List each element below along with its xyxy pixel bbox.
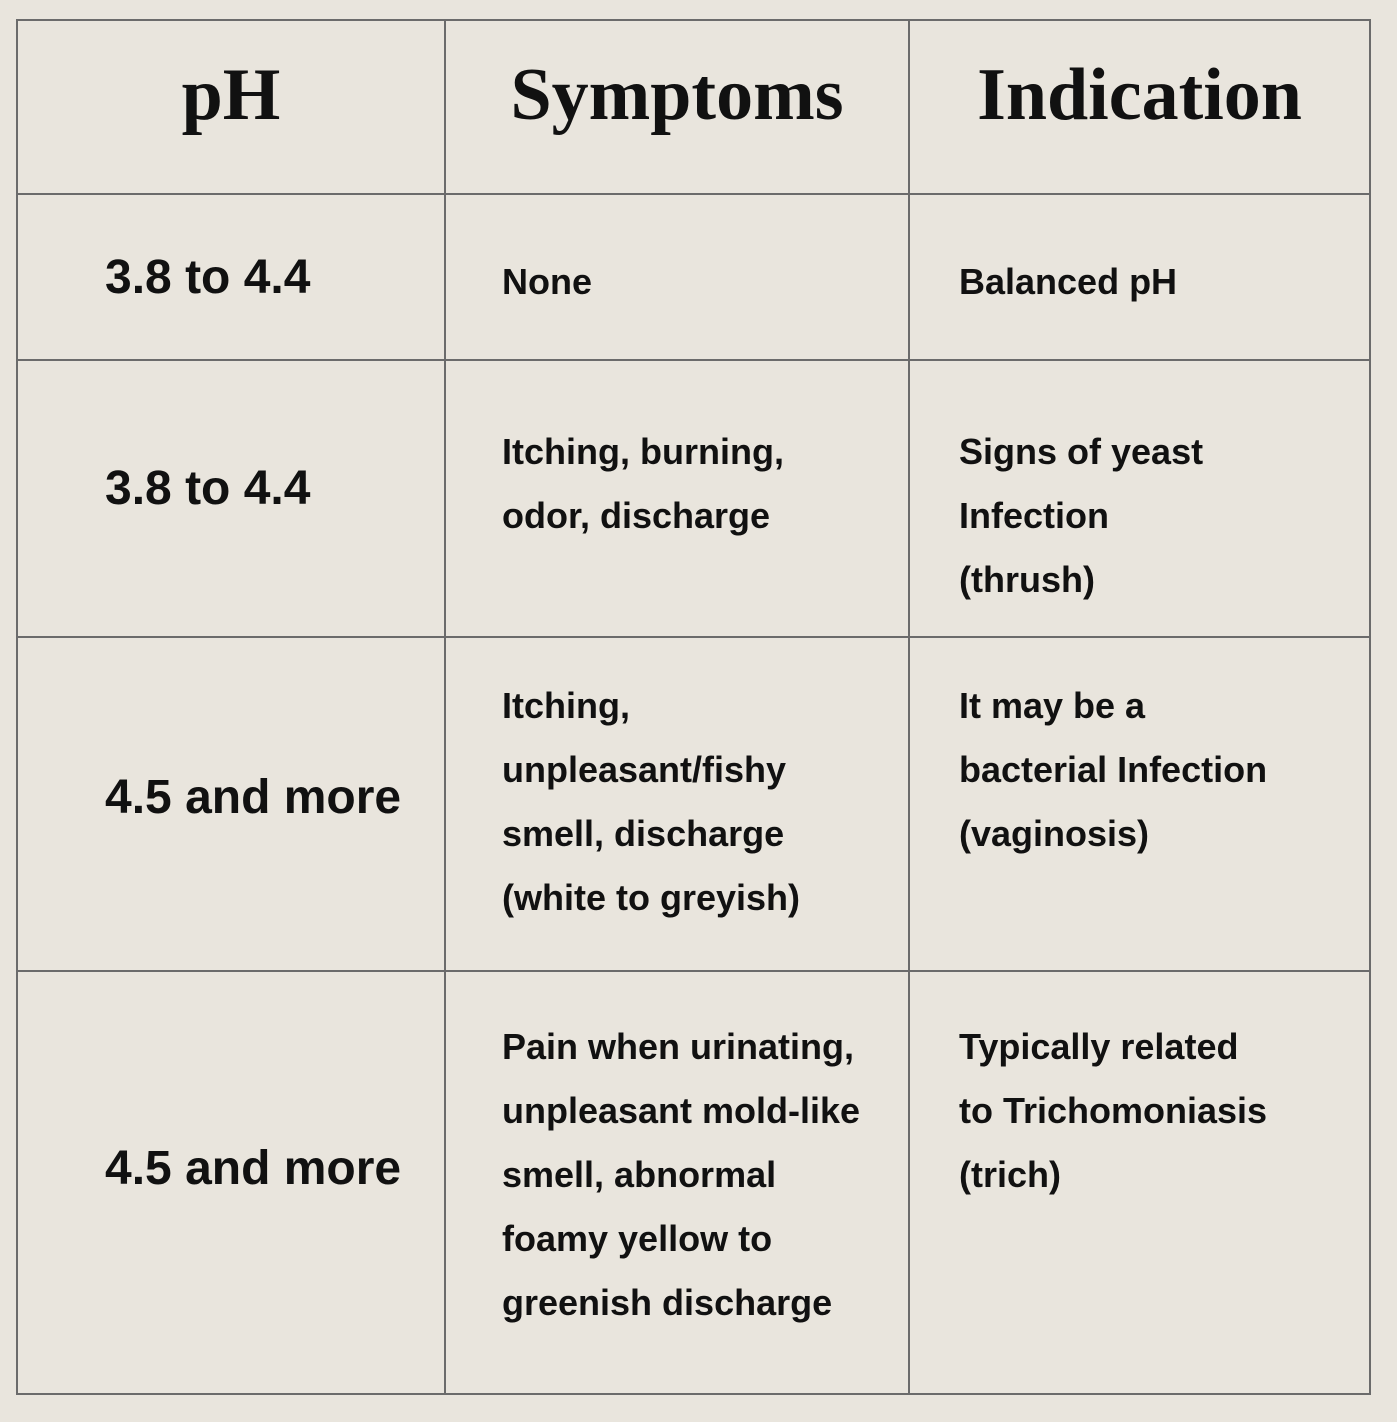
symptoms-line: None bbox=[502, 261, 592, 302]
indication-cell bbox=[909, 971, 1370, 1394]
indication-line: (trich) bbox=[959, 1154, 1061, 1195]
indication-line: (thrush) bbox=[959, 559, 1095, 600]
table-row bbox=[17, 971, 1370, 1394]
symptoms-line: greenish discharge bbox=[502, 1282, 833, 1323]
table-row bbox=[17, 637, 1370, 971]
indication-line: Typically related bbox=[959, 1026, 1239, 1067]
indication-line: to Trichomoniasis bbox=[959, 1090, 1268, 1131]
indication-line: It may be a bbox=[959, 685, 1146, 726]
symptoms-line: unpleasant/fishy bbox=[502, 749, 787, 790]
symptoms-line: Itching, burning, bbox=[502, 431, 784, 472]
header-ph-label: pH bbox=[181, 54, 281, 136]
symptoms-cell bbox=[445, 971, 909, 1394]
indication-cell bbox=[909, 194, 1370, 360]
indication-line: Balanced pH bbox=[959, 261, 1178, 302]
ph-value: 3.8 to 4.4 bbox=[17, 194, 445, 360]
ph-value: 4.5 and more bbox=[17, 971, 445, 1394]
symptoms-cell bbox=[445, 637, 909, 971]
header-symptoms-label: Symptoms bbox=[510, 54, 844, 136]
ph-value: 3.8 to 4.4 bbox=[17, 360, 445, 637]
symptoms-line: unpleasant mold-like bbox=[502, 1090, 861, 1131]
ph-symptoms-table bbox=[16, 19, 1371, 1395]
symptoms-line: Pain when urinating, bbox=[502, 1026, 855, 1067]
indication-line: Infection bbox=[959, 495, 1109, 536]
symptoms-cell bbox=[445, 360, 909, 637]
indication-line: Signs of yeast bbox=[959, 431, 1204, 472]
indication-cell bbox=[909, 637, 1370, 971]
table-header-row bbox=[17, 20, 1370, 194]
symptoms-line: Itching, bbox=[502, 685, 630, 726]
symptoms-line: smell, abnormal bbox=[502, 1154, 777, 1195]
indication-cell bbox=[909, 360, 1370, 637]
symptoms-line: (white to greyish) bbox=[502, 877, 801, 918]
header-indication-label: Indication bbox=[977, 54, 1302, 136]
symptoms-cell bbox=[445, 194, 909, 360]
table-row bbox=[17, 360, 1370, 637]
symptoms-line: odor, discharge bbox=[502, 495, 771, 536]
indication-line: bacterial Infection bbox=[959, 749, 1268, 790]
ph-value: 4.5 and more bbox=[17, 637, 445, 971]
header-symptoms bbox=[445, 20, 909, 194]
symptoms-line: smell, discharge bbox=[502, 813, 785, 854]
indication-line: (vaginosis) bbox=[959, 813, 1150, 854]
header-ph bbox=[17, 20, 445, 194]
symptoms-line: foamy yellow to bbox=[502, 1218, 773, 1259]
table-row bbox=[17, 194, 1370, 360]
header-indication bbox=[909, 20, 1370, 194]
